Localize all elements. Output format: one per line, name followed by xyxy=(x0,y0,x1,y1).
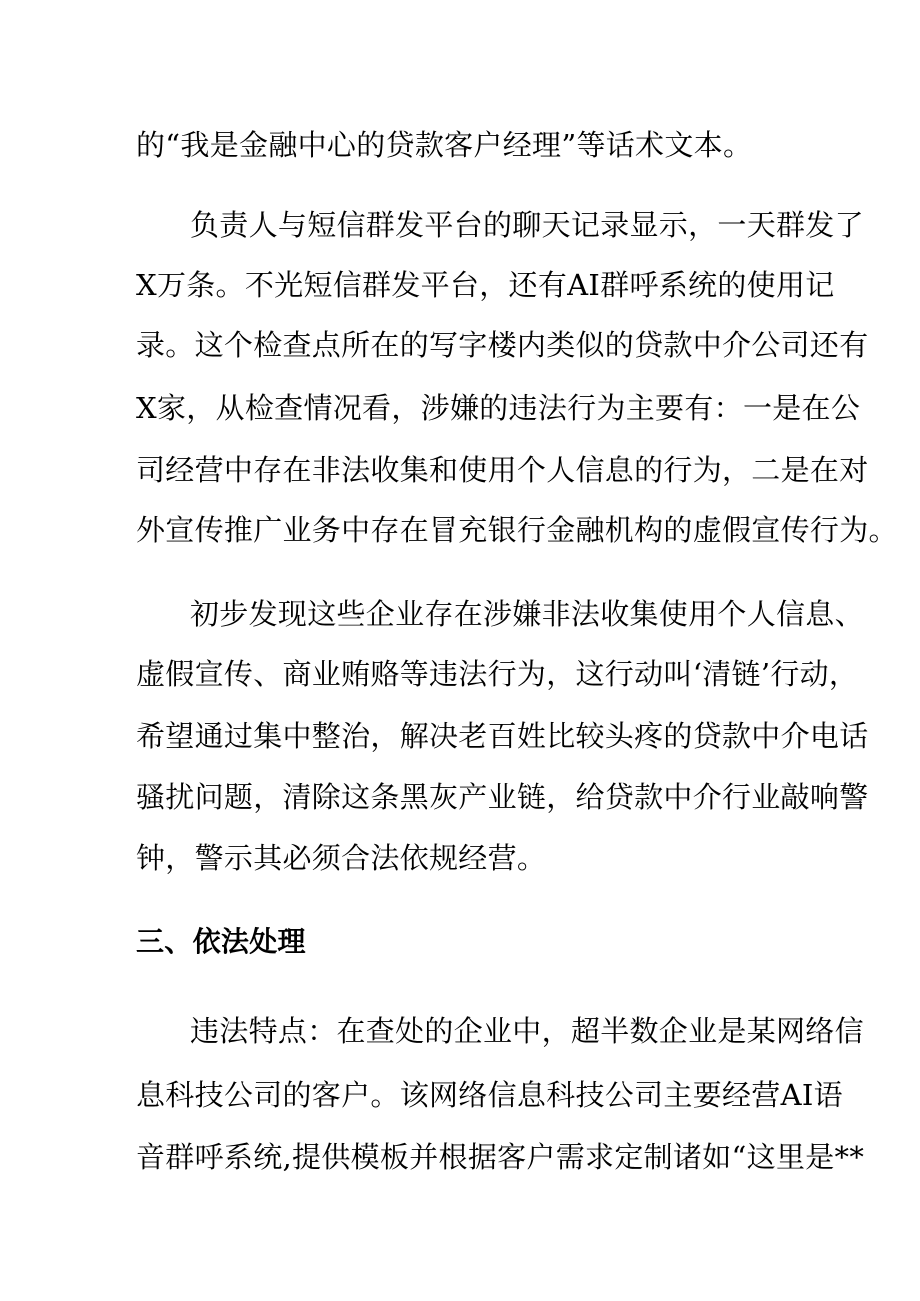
paragraph-3-line-2: 虚假宣传、商业贿赂等违法行为，这行动叫‘清链’行动， xyxy=(136,657,859,691)
section-heading: 三、依法处理 xyxy=(136,925,306,958)
paragraph-1-line-1: 的“我是金融中心的贷款客户经理”等话术文本。 xyxy=(136,128,753,162)
paragraph-4-line-2: 息科技公司的客户。该网络信息科技公司主要经营AI语 xyxy=(136,1078,843,1112)
paragraph-3-line-4: 骚扰问题，清除这条黑灰产业链，给贷款中介行业敲响警 xyxy=(136,780,869,814)
paragraph-4-line-1: 违法特点：在查处的企业中，超半数企业是某网络信 xyxy=(190,1014,864,1048)
paragraph-3-line-1: 初步发现这些企业存在涉嫌非法收集使用个人信息、 xyxy=(190,597,864,631)
paragraph-4-line-3: 音群呼系统,提供模板并根据客户需求定制诸如“这里是** xyxy=(136,1140,865,1174)
paragraph-3-line-5: 钟，警示其必须合法依规经营。 xyxy=(136,841,547,875)
paragraph-2-line-6: 外宣传推广业务中存在冒充银行金融机构的虚假宣传行为。 xyxy=(136,513,898,547)
paragraph-2-line-4: X家，从检查情况看，涉嫌的违法行为主要有：一是在公 xyxy=(136,391,861,425)
paragraph-2-line-5: 司经营中存在非法收集和使用个人信息的行为，二是在对 xyxy=(136,453,869,487)
paragraph-2-line-2: X万条。不光短信群发平台，还有AI群呼系统的使用记 xyxy=(136,268,835,302)
paragraph-2-line-3: 录。这个检查点所在的写字楼内类似的贷款中介公司还有 xyxy=(136,328,869,362)
paragraph-3-line-3: 希望通过集中整治，解决老百姓比较头疼的贷款中介电话 xyxy=(136,719,869,753)
paragraph-2-line-1: 负责人与短信群发平台的聊天记录显示，一天群发了 xyxy=(190,208,864,242)
